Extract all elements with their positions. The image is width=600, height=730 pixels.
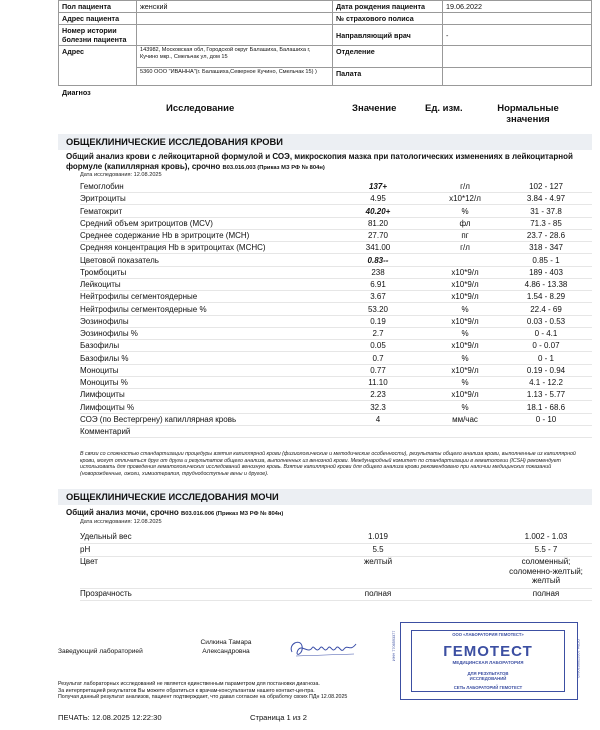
result-unit: x10*9/л [451,280,479,289]
result-name: Лимфоциты % [80,402,135,412]
department-label: Отделение [333,46,443,68]
address-line-2: 5360 ООО "ИВАННА"(г. Балашиха,Северное Кучино, Смельчак 15) ) [137,68,333,86]
patient-info-table [58,0,592,86]
result-normal-range: 1.13 - 5.77 [526,390,566,400]
result-name: Эозинофилы % [80,329,138,338]
stamp-mid-1: ДЛЯ РЕЗУЛЬТАТОВ [467,671,509,676]
result-name: Лимфоциты [80,390,125,400]
result-normal-range: полная [532,589,560,598]
result-normal-range: 1.54 - 8.29 [526,292,566,302]
referring-doctor-value: - [443,25,592,46]
result-name: Гемоглобин [80,182,124,191]
address-line-1: 143982, Московская обл, Городской округ Балашиха, Балашиха г, Кучино мкр., Смельчак ул, дом 15 [137,46,333,68]
blood-result-row [80,316,592,328]
urine-result-row [80,589,592,601]
blood-result-row [80,291,592,303]
result-value: 6.91 [370,280,386,289]
result-normal-range: 1.002 - 1.03 [524,532,568,541]
blood-test-date: Дата исследования: 12.08.2025 [80,172,162,178]
lab-head-name: Силкина Тамара Александровна [200,639,252,655]
department-value [443,46,592,68]
blood-result-row [80,328,592,340]
urine-result-row [80,532,592,544]
stamp-ogrn: ОГРН 1027700020642 [576,639,581,678]
result-name: Прозрачность [80,589,132,598]
stamp-brand: ГЕМОТЕСТ [443,643,533,660]
result-value: 2.23 [370,390,386,400]
blood-test-name: Общий анализ крови с лейкоцитарной формулой и СОЭ, микроскопия мазка при патологических изменениях в лейкоцитарной формуле (капиллярная кровь), срочно [66,152,573,171]
result-name: Комментарий [80,427,131,436]
birth-date-label: Дата рождения пациента [333,1,443,13]
col-header-normal: Нормальные значения [497,103,559,125]
result-normal-range: 3.84 - 4.97 [526,194,566,204]
result-unit: мм/час [452,414,478,424]
result-unit: % [461,402,469,412]
stamp-subtitle: МЕДИЦИНСКАЯ ЛАБОРАТОРИЯ [452,660,524,665]
print-timestamp: ПЕЧАТЬ: 12.08.2025 12:22:30 [58,713,162,722]
result-normal-range: 0 - 1 [537,353,554,363]
result-name: Базофилы [80,341,120,351]
result-normal-range: 23.7 - 28.6 [526,231,566,240]
result-value: желтый [363,557,393,566]
diagnosis-label: Диагноз [62,88,91,97]
stamp-top-text: ООО «ЛАБОРАТОРИЯ ГЕМОТЕСТ» [452,632,524,637]
address-label: Адрес [59,46,137,86]
blood-result-row [80,193,592,205]
insurance-label: № страхового полиса [333,13,443,25]
result-unit: % [461,206,469,216]
blood-result-row [80,389,592,401]
blood-result-row [80,206,592,218]
result-unit: x10*9/л [451,365,479,375]
result-normal-range: 4.1 - 12.2 [529,378,563,387]
result-normal-range: 22.4 - 69 [530,304,562,314]
urine-test-name: Общий анализ мочи, срочно [66,508,179,517]
lab-head-label: Заведующий лабораторией [58,648,143,655]
result-normal-range: 4.86 - 13.38 [524,280,568,289]
result-value: 81.20 [367,218,389,228]
result-name: Средний объем эритроцитов (MCV) [80,218,213,228]
disclaimer-1: Результат лабораторных исследований не является единственным параметром для постановки диагноза. [58,681,320,687]
blood-result-row [80,255,592,267]
blood-result-row [80,242,592,254]
blood-result-row [80,377,592,389]
result-name: Лейкоциты [80,280,121,289]
urine-result-row [80,545,592,557]
result-normal-range: 0.85 - 1 [532,255,560,265]
result-unit: % [461,353,469,363]
urine-section-title: ОБЩЕКЛИНИЧЕСКИЕ ИССЛЕДОВАНИЯ МОЧИ [58,489,592,505]
case-number-value [137,25,333,46]
result-name: Нейтрофилы сегментоядерные % [80,304,207,314]
result-unit: % [461,329,469,338]
patient-sex-label: Пол пациента [59,1,137,13]
col-header-unit: Ед. изм. [425,103,463,114]
urine-test-code: B03.016.006 (Приказ МЗ РФ № 804н) [181,511,284,517]
result-normal-range: 5.5 - 7 [534,545,558,554]
blood-result-row [80,402,592,414]
result-value: 341.00 [365,243,391,253]
result-name: pH [80,545,91,554]
result-normal-range: 102 - 127 [529,182,563,191]
result-normal-range: 0 - 4.1 [534,329,558,338]
patient-address-label: Адрес пациента [59,13,137,25]
signature-image [286,632,362,666]
result-normal-range: 0.19 - 0.94 [526,365,566,375]
result-unit: фл [459,218,471,228]
blood-result-row [80,218,592,230]
result-unit: x10*9/л [451,292,479,302]
result-normal-range: 318 - 347 [529,243,563,253]
blood-result-row [80,365,592,377]
col-header-value: Значение [352,103,397,114]
result-normal-range: 0 - 0.07 [532,341,560,351]
result-normal-range: 31 - 37.8 [530,206,562,216]
result-value: 4 [375,414,381,424]
result-value: 137+ [368,182,388,191]
result-value: 5.5 [372,545,384,554]
result-value: 32.3 [370,402,386,412]
ward-label: Палата [333,68,443,86]
result-unit: x10*12/л [449,194,481,204]
result-unit: г/л [460,182,470,191]
birth-date-value: 19.06.2022 [443,1,592,13]
capillary-blood-note: В связи со сложностью стандартизации процедуры взятия капиллярной крови (физиологические и методические особенности), результаты общего анализа крови, выполненные из капиллярной крови, могут отличаться друг от друга и результатов общего анализа, выполненных из венозной крови. Международный комитет по стандартизации в гематологии (ICSH) рекомендует использовать для проведения гематологических исследований венозную кровь. Взятие капиллярной крови для общего анализа крови рекомендовано при наличии медицинских показаний (новорожденные, ожоги, химиотерапия, труднодоступные вены и другое). [80,451,576,477]
result-value: 11.10 [368,378,388,387]
blood-test-title [66,152,586,173]
col-header-test: Исследование [166,103,235,114]
patient-sex-value: женский [137,1,333,13]
result-value: 238 [371,267,385,277]
patient-address-value [137,13,333,25]
result-unit: x10*9/л [451,390,479,400]
result-unit: % [461,304,469,314]
referring-doctor-label: Направляющий врач [333,25,443,46]
result-name: Моноциты [80,365,119,375]
blood-result-row [80,267,592,279]
result-name: Эозинофилы [80,316,129,326]
result-name: Моноциты % [80,378,128,387]
result-name: Цвет [80,557,98,566]
result-value: 0.7 [372,353,384,363]
result-unit: г/л [460,243,470,253]
case-number-label: Номер истории болезни пациента [59,25,137,46]
urine-test-date: Дата исследования: 12.08.2025 [80,519,162,525]
blood-result-row [80,304,592,316]
disclaimer-2: За интерпретацией результатов Вы можете обратиться к врачам-консультантам нашего контакт-центра. [58,687,315,694]
result-name: Нейтрофилы сегментоядерные [80,292,198,302]
disclaimer-3: Получая данный результат анализов, пациент подтверждает, что давал согласие на обработку своих ПДн 12.08.2025 [58,694,348,701]
result-normal-range: 189 - 403 [529,267,563,277]
result-name: Гематокрит [80,206,123,216]
result-name: Цветовой показатель [80,255,159,265]
blood-test-code: B03.016.003 (Приказ МЗ РФ № 804н) [222,165,325,171]
result-value: 0.83-- [367,255,389,265]
blood-result-row [80,279,592,291]
blood-result-row [80,426,592,438]
lab-stamp [392,622,581,700]
result-normal-range: 71.3 - 85 [530,218,562,228]
result-normal-range: соломенный; соломенно-желтый; желтый [509,557,583,586]
blood-result-row [80,353,592,365]
result-value: 3.67 [370,292,386,302]
result-normal-range: 0.03 - 0.53 [526,316,566,326]
insurance-value [443,13,592,25]
blood-result-row [80,230,592,242]
result-value: 1.019 [367,532,389,541]
result-name: Базофилы % [80,353,129,363]
result-normal-range: 18.1 - 68.6 [526,402,566,412]
result-name: Эритроциты [80,194,126,204]
result-name: Средняя концентрация Hb в эритроцитах (MCHC) [80,243,266,253]
urine-test-title [66,508,586,519]
result-unit: x10*9/л [451,341,479,351]
result-unit: пг [461,231,469,240]
stamp-bottom-text: СЕТЬ ЛАБОРАТОРИЙ ГЕМОТЕСТ [453,685,523,690]
result-value: 0.05 [370,341,386,351]
result-value: 53.20 [367,304,389,314]
blood-result-row [80,340,592,352]
page-number: Страница 1 из 2 [250,713,307,722]
result-value: полная [364,589,392,598]
result-value: 2.7 [372,329,384,338]
stamp-mid-2: ИССЛЕДОВАНИЙ [469,676,507,681]
result-name: Среднее содержание Hb в эритроците (MCH) [80,231,250,240]
result-normal-range: 0 - 10 [535,414,557,424]
result-value: 40.20+ [365,206,391,216]
result-unit: x10*9/л [451,316,479,326]
result-value: 27.70 [367,231,389,240]
ward-value [443,68,592,86]
urine-result-row [80,557,592,589]
result-name: Удельный вес [80,532,132,541]
stamp-inn: ИНН 7706593377 [392,630,396,661]
blood-result-row [80,181,592,193]
result-name: Тромбоциты [80,267,127,277]
result-value: 0.77 [370,365,386,375]
result-value: 0.19 [370,316,386,326]
result-name: СОЭ (по Вестергрену) капиллярная кровь [80,414,237,424]
blood-result-row [80,414,592,426]
stamp-middle [412,671,564,681]
result-unit: % [461,378,469,387]
blood-section-title: ОБЩЕКЛИНИЧЕСКИЕ ИССЛЕДОВАНИЯ КРОВИ [58,134,592,150]
result-value: 4.95 [370,194,386,204]
result-unit: x10*9/л [451,267,479,277]
